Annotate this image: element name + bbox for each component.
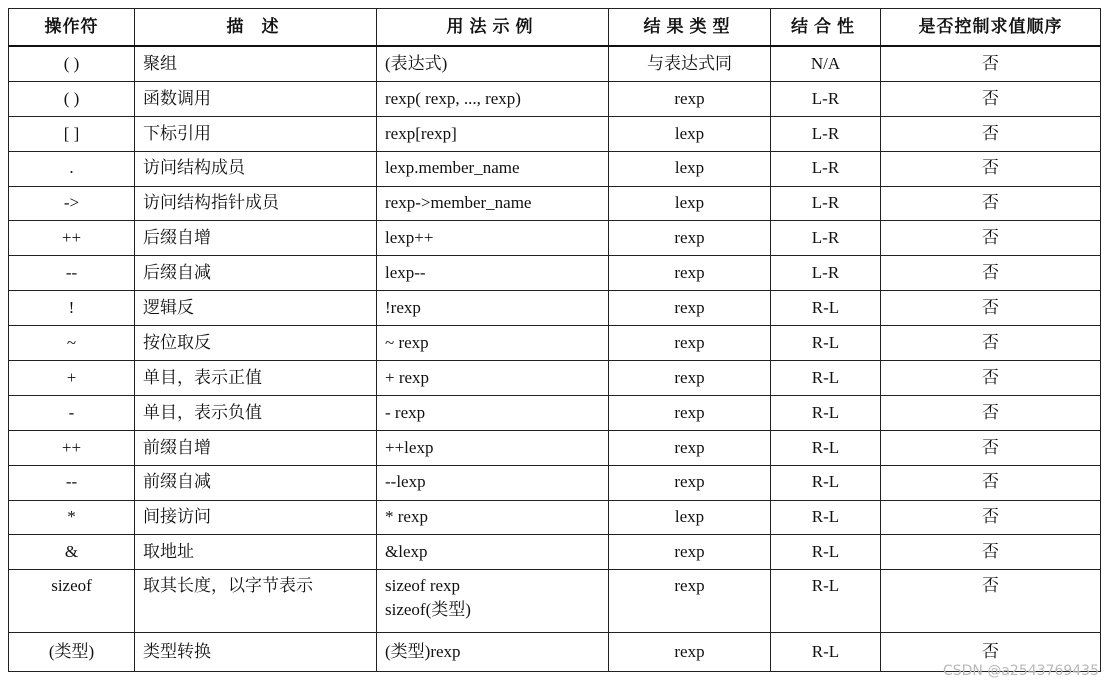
header-row [9,9,1101,47]
cell-controls-order: 否 [881,221,1101,256]
cell-description: 下标引用 [135,116,377,151]
cell-example: rexp->member_name [377,186,609,221]
cell-controls-order: 否 [881,46,1101,81]
cell-example: &lexp [377,535,609,570]
cell-controls-order: 否 [881,361,1101,396]
cell-result-type: rexp [609,256,771,291]
cell-description: 逻辑反 [135,291,377,326]
cell-associativity: L-R [771,116,881,151]
cell-associativity: L-R [771,186,881,221]
cell-controls-order: 否 [881,633,1101,672]
cell-result-type: 与表达式同 [609,46,771,81]
cell-controls-order: 否 [881,81,1101,116]
table-row [9,81,1101,116]
cell-description: 单目，表示正值 [135,361,377,396]
cell-operator: sizeof [9,570,135,633]
cell-controls-order: 否 [881,430,1101,465]
cell-result-type: rexp [609,291,771,326]
table-row [9,221,1101,256]
cell-description: 取地址 [135,535,377,570]
cell-example: * rexp [377,500,609,535]
cell-result-type: lexp [609,500,771,535]
cell-description: 按位取反 [135,326,377,361]
cell-controls-order: 否 [881,570,1101,633]
cell-associativity: R-L [771,326,881,361]
cell-result-type: rexp [609,633,771,672]
cell-operator: -> [9,186,135,221]
cell-associativity: L-R [771,151,881,186]
table-row [9,186,1101,221]
cell-controls-order: 否 [881,535,1101,570]
cell-result-type: lexp [609,186,771,221]
header-example: 用法示例 [377,9,609,47]
cell-controls-order: 否 [881,116,1101,151]
cell-description: 前缀自减 [135,465,377,500]
cell-operator: ++ [9,430,135,465]
cell-controls-order: 否 [881,291,1101,326]
cell-associativity: R-L [771,465,881,500]
cell-associativity: L-R [771,81,881,116]
cell-controls-order: 否 [881,395,1101,430]
cell-description: 聚组 [135,46,377,81]
header-associativity: 结合性 [771,9,881,47]
cell-associativity: R-L [771,570,881,633]
cell-operator: ! [9,291,135,326]
cell-example: lexp++ [377,221,609,256]
cell-operator: ~ [9,326,135,361]
cell-example: rexp( rexp, ..., rexp) [377,81,609,116]
cell-associativity: L-R [771,256,881,291]
cell-result-type: rexp [609,535,771,570]
cell-result-type: rexp [609,570,771,633]
cell-controls-order: 否 [881,500,1101,535]
cell-operator: * [9,500,135,535]
table-row [9,500,1101,535]
cell-description: 间接访问 [135,500,377,535]
cell-result-type: lexp [609,116,771,151]
cell-result-type: rexp [609,361,771,396]
cell-example: ++lexp [377,430,609,465]
cell-result-type: rexp [609,465,771,500]
cell-associativity: R-L [771,535,881,570]
table-row [9,430,1101,465]
cell-result-type: rexp [609,81,771,116]
cell-associativity: R-L [771,430,881,465]
cell-description: 后缀自减 [135,256,377,291]
table-row [9,395,1101,430]
cell-associativity: R-L [771,291,881,326]
cell-operator: + [9,361,135,396]
cell-operator: [ ] [9,116,135,151]
cell-operator: -- [9,256,135,291]
operator-table [8,8,1101,672]
cell-associativity: R-L [771,361,881,396]
cell-description: 函数调用 [135,81,377,116]
cell-operator: - [9,395,135,430]
cell-example: rexp[rexp] [377,116,609,151]
header-controls-eval-order: 是否控制求值顺序 [881,9,1101,47]
cell-operator: . [9,151,135,186]
cell-example: lexp.member_name [377,151,609,186]
cell-result-type: lexp [609,151,771,186]
cell-associativity: R-L [771,500,881,535]
cell-operator: ( ) [9,46,135,81]
cell-description: 取其长度，以字节表示 [135,570,377,633]
table-body [9,46,1101,672]
cell-operator: (类型) [9,633,135,672]
cell-controls-order: 否 [881,256,1101,291]
cell-associativity: R-L [771,633,881,672]
cell-associativity: R-L [771,395,881,430]
cell-description: 单目，表示负值 [135,395,377,430]
cell-controls-order: 否 [881,186,1101,221]
watermark: CSDN @a2543769435 [942,663,1099,679]
header-description: 描 述 [135,9,377,47]
table-row-sizeof [9,570,1101,633]
cell-description: 类型转换 [135,633,377,672]
table-row [9,151,1101,186]
cell-result-type: rexp [609,395,771,430]
cell-example: - rexp [377,395,609,430]
cell-result-type: rexp [609,430,771,465]
cell-description: 后缀自增 [135,221,377,256]
cell-operator: ++ [9,221,135,256]
header-operator: 操作符 [9,9,135,47]
cell-example: lexp-- [377,256,609,291]
cell-description: 访问结构成员 [135,151,377,186]
header-result-type: 结果类型 [609,9,771,47]
table-row [9,116,1101,151]
cell-example: --lexp [377,465,609,500]
cell-example: ~ rexp [377,326,609,361]
cell-controls-order: 否 [881,151,1101,186]
table-row [9,291,1101,326]
cell-example: !rexp [377,291,609,326]
cell-description: 前缀自增 [135,430,377,465]
cell-controls-order: 否 [881,465,1101,500]
table-row [9,326,1101,361]
table-row [9,46,1101,81]
cell-operator: ( ) [9,81,135,116]
cell-description: 访问结构指针成员 [135,186,377,221]
cell-example: (表达式) [377,46,609,81]
table-row [9,361,1101,396]
cell-result-type: rexp [609,326,771,361]
table-row [9,465,1101,500]
cell-result-type: rexp [609,221,771,256]
table-row [9,256,1101,291]
table-row [9,535,1101,570]
table-row-cast [9,633,1101,672]
cell-example-line-1: sizeof rexp [385,576,461,596]
cell-associativity: N/A [771,46,881,81]
cell-example: + rexp [377,361,609,396]
cell-example [377,570,609,633]
cell-operator: -- [9,465,135,500]
cell-controls-order: 否 [881,326,1101,361]
cell-operator: & [9,535,135,570]
cell-example-line-2: sizeof(类型) [385,600,471,620]
cell-example: (类型)rexp [377,633,609,672]
cell-associativity: L-R [771,221,881,256]
